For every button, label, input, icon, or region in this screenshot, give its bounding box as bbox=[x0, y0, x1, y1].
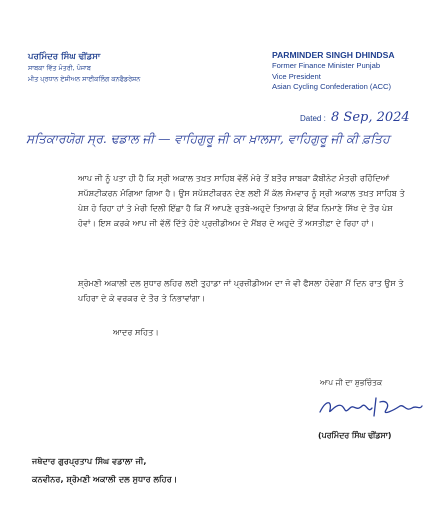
addressee-name: ਜਥੇਦਾਰ ਗੁਰਪ੍ਰਤਾਪ ਸਿੰਘ ਵਡਾਲਾ ਜੀ, bbox=[32, 456, 147, 466]
date-label: Dated : bbox=[300, 114, 326, 123]
addressee-designation: ਕਨਵੀਨਰ, ਸ਼੍ਰੋਮਣੀ ਅਕਾਲੀ ਦਲ ਸੁਧਾਰ ਲਹਿਰ। bbox=[32, 474, 178, 484]
letterhead-role-english: Vice President bbox=[272, 71, 321, 81]
date-line bbox=[300, 110, 410, 125]
letterhead-english bbox=[272, 50, 438, 93]
signature-label: ਆਪ ਜੀ ਦਾ ਸ਼ੁਭਚਿੰਤਕ bbox=[320, 378, 383, 387]
letterhead-punjabi bbox=[28, 52, 218, 85]
signature-name: (ਪਰਮਿੰਦਰ ਸਿੰਘ ਢੀਂਡਸਾ) bbox=[318, 431, 392, 440]
date-value: 8 Sep, 2024 bbox=[331, 110, 410, 125]
letterhead-org-english: Asian Cycling Confederation (ACC) bbox=[272, 82, 392, 91]
addressee-block bbox=[32, 452, 177, 488]
body-paragraph-1: ਆਪ ਜੀ ਨੂੰ ਪਤਾ ਹੀ ਹੈ ਕਿ ਸ੍ਰੀ ਅਕਾਲ ਤਖ਼ਤ ਸਾਹਿਬ ਵੱਲੋਂ ਮੇਰੇ ਤੋਂ ਬਤੌਰ ਸਾਬਕਾ ਕੈਬੀਨੇਟ ਮੰਤਰੀ ਰਹਿੰਦਿਆਂ ਸਪੱਸ਼ਟੀਕਰਨ ਮੰਗਿਆ ਗਿਆ ਹੈ। ਉਸ ਸਪੱਸ਼ਟੀਕਰਨ ਦੇਣ ਲਈ ਮੈਂ ਕੱਲ ਸੋਮਵਾਰ ਨੂੰ ਸ੍ਰੀ ਅਕਾਲ ਤਖ਼ਤ ਸਾਹਿਬ ਤੇ ਪੇਸ਼ ਹੋ ਰਿਹਾ ਹਾਂ ਤੇ ਮੇਰੀ ਦਿਲੀ ਇੱਛਾ ਹੈ ਕਿ ਮੈਂ ਆਪਣੇ ਰੁਤਬੇ-ਅਹੁਦੇ ਤਿਆਗ ਕੇ ਇੱਕ ਨਿਮਾਣੇ ਸਿੱਖ ਦੇ ਤੌਰ ਪੇਸ਼ ਹੋਵਾਂ। ਇਸ ਕਰਕੇ ਆਪ ਜੀ ਵੱਲੋਂ ਦਿੱਤੇ ਹੋਏ ਪ੍ਰਜ਼ੀਡੀਅਮ ਦੇ ਮੈਂਬਰ ਦੇ ਅਹੁਦੇ ਤੋਂ ਅਸਤੀਫ਼ਾ ਦੇ ਰਿਹਾ ਹਾਂ। bbox=[78, 173, 405, 228]
handwritten-greeting: ਸਤਿਕਾਰਯੋਗ ਸ੍ਰ. ਢਡਾਲ ਜੀ — ਵਾਹਿਗੁਰੂ ਜੀ ਕਾ ਖ਼ਾਲਸਾ, ਵਾਹਿਗੁਰੂ ਜੀ ਕੀ ਫ਼ਤਿਹ bbox=[26, 132, 390, 146]
letterhead-title-punjabi: ਸਾਬਕਾ ਵਿੱਤ ਮੰਤਰੀ, ਪੰਜਾਬ bbox=[28, 64, 91, 72]
letterhead-name-punjabi: ਪਰਮਿੰਦਰ ਸਿੰਘ ਢੀਂਡਸਾ bbox=[28, 52, 101, 62]
signature-image bbox=[316, 394, 426, 420]
letterhead-title-english: Former Finance Minister Punjab bbox=[272, 61, 381, 70]
body-paragraph-2: ਸ਼੍ਰੋਮਣੀ ਅਕਾਲੀ ਦਲ ਸੁਧਾਰ ਲਹਿਰ ਲਈ ਤੁਹਾਡਾ ਜਾਂ ਪ੍ਰਜ਼ੀਡੀਅਮ ਦਾ ਜੋ ਵੀ ਫੈਸਲਾ ਹੋਵੇਗਾ ਮੈਂ ਦਿਨ ਰਾਤ ਉਸ ਤੇ ਪਹਿਰਾ ਦੇ ਕੇ ਵਰਕਰ ਦੇ ਤੌਰ ਤੇ ਨਿਭਾਵਾਂਗਾ। bbox=[78, 278, 404, 303]
closing-line: ਆਦਰ ਸਹਿਤ। bbox=[113, 327, 159, 337]
letterhead-role-punjabi: ਮੀਤ ਪ੍ਰਧਾਨ ਏਸ਼ੀਅਨ ਸਾਈਕਲਿੰਗ ਕਨਫੈਡਰੇਸ਼ਨ bbox=[28, 75, 141, 83]
letterhead-name-english: PARMINDER SINGH DHINDSA bbox=[272, 50, 395, 60]
